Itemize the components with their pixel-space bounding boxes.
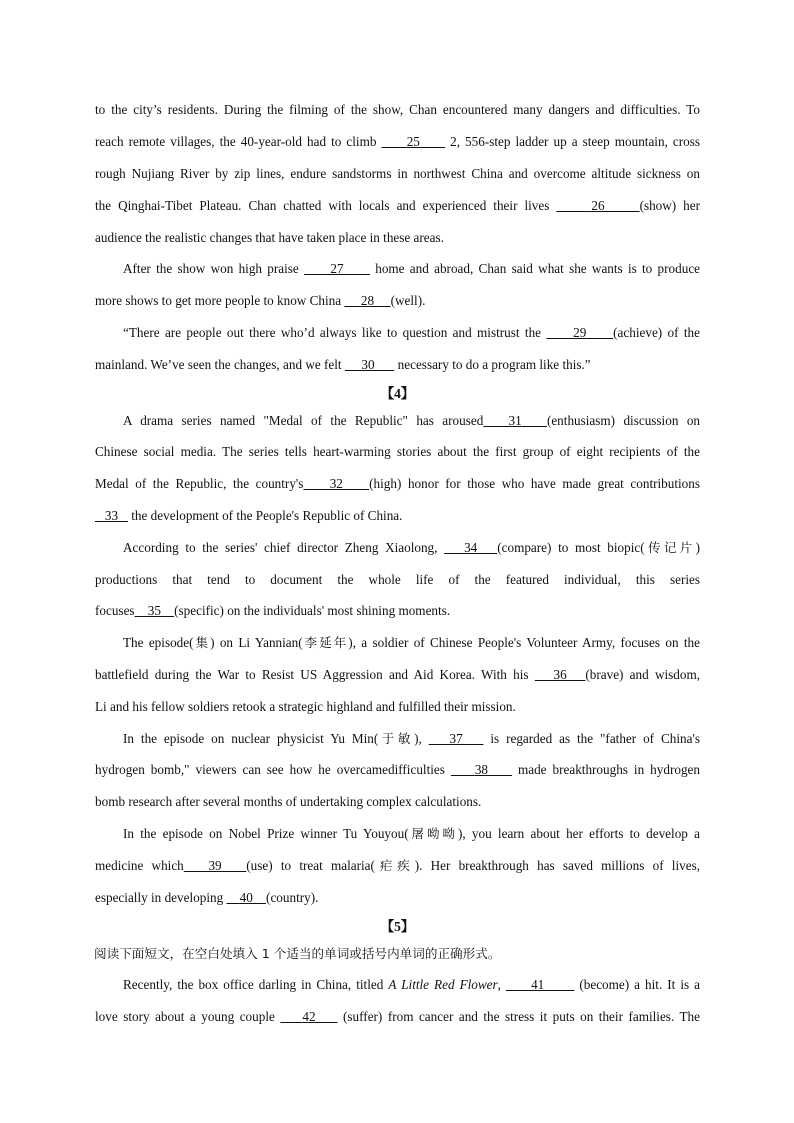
text-run: hydrogen bomb," viewers can see how he overcamedifficulties <box>95 762 451 777</box>
text-line <box>95 538 700 558</box>
text-run: (achieve) of the <box>613 325 700 340</box>
text-run: mainland. We’ve seen the changes, and we felt <box>95 357 345 372</box>
text-run: made breakthroughs in hydrogen <box>511 762 700 777</box>
chinese-gloss: 屠呦呦 <box>408 826 458 841</box>
film-title: A Little Red Flower <box>388 977 498 992</box>
text-run: (brave) and wisdom, <box>585 667 701 682</box>
text-run: especially in developing <box>95 890 227 905</box>
text-run: 2, 556-step ladder up a steep mountain, cross <box>445 134 701 149</box>
text-line <box>95 100 700 120</box>
text-run: ), you learn about her efforts to develop a <box>457 826 700 841</box>
text-run: Li and his fellow soldiers retook a strategic highland and fulfilled their mission. <box>95 699 516 714</box>
text-line <box>95 355 700 375</box>
text-run: (show) her <box>639 198 701 213</box>
text-run: focuses <box>95 603 135 618</box>
blank-31[interactable]: 31 <box>508 413 522 428</box>
text-line <box>95 633 700 653</box>
text-run: ). Her breakthrough has saved millions of lives, <box>414 858 701 873</box>
instruction-text: 阅读下面短文，在空白处填入 1 个适当的单词或括号内单词的正确形式。 <box>94 946 501 961</box>
text-run: Recently, the box office darling in China, titled <box>123 977 389 992</box>
text-run: medicine which <box>95 858 184 873</box>
text-run: (compare) to most biopic( <box>497 540 645 555</box>
text-run: (specific) on the individuals' most shining moments. <box>174 603 451 618</box>
text-line <box>95 888 700 908</box>
blank-39[interactable]: 39 <box>208 858 222 873</box>
text-run: Medal of the Republic, the country's <box>95 476 304 491</box>
blank-32[interactable]: 32 <box>329 476 343 491</box>
text-line <box>95 856 700 876</box>
text-line <box>95 196 700 216</box>
blank-27[interactable]: 27 <box>330 261 344 276</box>
text-run: bomb research after several months of undertaking complex calculations. <box>95 794 482 809</box>
text-line <box>95 291 700 311</box>
text-run: ) on Li Yannian( <box>210 635 303 650</box>
text-run: In the episode on nuclear physicist Yu Min( <box>123 731 379 746</box>
text-run: (become) a hit. It is a <box>574 977 700 992</box>
text-run: According to the series' chief director Zheng Xiaolong, <box>123 540 445 555</box>
text-line <box>95 760 700 780</box>
text-line <box>95 1007 700 1027</box>
blank-30[interactable]: 30 <box>361 357 375 372</box>
text-line <box>95 975 700 995</box>
blank-40[interactable]: 40 <box>239 890 253 905</box>
chinese-gloss: 集 <box>193 635 211 650</box>
text-line <box>95 132 700 152</box>
text-run: (country). <box>266 890 319 905</box>
blank-26[interactable]: 26 <box>591 198 605 213</box>
text-run: the development of the People's Republic of China. <box>127 508 403 523</box>
text-run: audience the realistic changes that have taken place in these areas. <box>95 230 444 245</box>
text-run: “There are people out there who’d always like to question and mistrust the <box>123 325 547 340</box>
text-run: love story about a young couple <box>95 1009 281 1024</box>
text-line <box>95 228 700 248</box>
text-run: home and abroad, Chan said what she wants is to produce <box>369 261 701 276</box>
blank-25[interactable]: 25 <box>406 134 420 149</box>
text-line <box>95 697 700 717</box>
blank-37[interactable]: 37 <box>449 731 463 746</box>
section-heading-5: 【5】 <box>380 919 415 934</box>
text-run: (high) honor for those who have made great contributions <box>369 476 701 491</box>
text-run: , <box>497 977 506 992</box>
blank-34[interactable]: 34 <box>464 540 478 555</box>
text-run: productions that tend to document the whole life of the featured individual, this series <box>95 572 700 587</box>
text-run: is regarded as the "father of China's <box>483 731 701 746</box>
text-run: In the episode on Nobel Prize winner Tu Youyou( <box>123 826 409 841</box>
blank-36[interactable]: 36 <box>553 667 567 682</box>
text-run: A drama series named "Medal of the Republic" has aroused <box>123 413 484 428</box>
text-line <box>95 570 700 590</box>
text-run: ) <box>695 540 700 555</box>
text-line <box>95 411 700 431</box>
blank-29[interactable]: 29 <box>573 325 587 340</box>
text-line <box>95 474 700 494</box>
text-line <box>95 323 700 343</box>
text-run: more shows to get more people to know China <box>95 293 345 308</box>
blank-28[interactable]: 28 <box>360 293 375 308</box>
text-run: reach remote villages, the 40-year-old had to climb <box>95 134 382 149</box>
text-line <box>95 601 700 621</box>
text-run: The episode( <box>123 635 194 650</box>
text-run: ), <box>414 731 429 746</box>
text-line <box>95 729 700 749</box>
chinese-gloss: 李延年 <box>302 635 349 650</box>
text-line <box>95 164 700 184</box>
text-run: battlefield during the War to Resist US Aggression and Aid Korea. With his <box>95 667 535 682</box>
blank-38[interactable]: 38 <box>474 762 489 777</box>
text-run: (well). <box>390 293 426 308</box>
text-run: the Qinghai-Tibet Plateau. Chan chatted with locals and experienced their lives <box>95 198 557 213</box>
text-run: (suffer) from cancer and the stress it puts on their families. The <box>337 1009 701 1024</box>
text-line <box>95 824 700 844</box>
text-run: Chinese social media. The series tells heart-warming stories about the first group of eight recipients of the <box>95 444 700 459</box>
section-heading-4: 【4】 <box>380 386 415 401</box>
blank-33[interactable]: 33 <box>104 508 119 523</box>
text-run: (use) to treat malaria( <box>246 858 375 873</box>
text-run: to the city’s residents. During the filming of the show, Chan encountered many dangers and difficulties. To <box>95 102 700 117</box>
text-run: ), a soldier of Chinese People's Volunteer Army, focuses on the <box>348 635 700 650</box>
text-line <box>95 259 700 279</box>
chinese-gloss: 传记片 <box>644 540 696 555</box>
chinese-gloss: 疟疾 <box>374 858 415 873</box>
text-run: rough Nujiang River by zip lines, endure sandstorms in northwest China and overcome altitude sickness on <box>95 166 700 181</box>
text-run: After the show won high praise <box>123 261 305 276</box>
blank-35[interactable]: 35 <box>147 603 161 618</box>
chinese-gloss: 于敏 <box>378 731 415 746</box>
text-run: (enthusiasm) discussion on <box>546 413 701 428</box>
text-line <box>95 792 700 812</box>
text-line <box>95 442 700 462</box>
blank-42[interactable]: 42 <box>302 1009 316 1024</box>
text-line <box>95 506 700 526</box>
text-line <box>95 665 700 685</box>
blank-41[interactable]: 41 <box>531 977 545 992</box>
text-run: necessary to do a program like this.” <box>394 357 591 372</box>
